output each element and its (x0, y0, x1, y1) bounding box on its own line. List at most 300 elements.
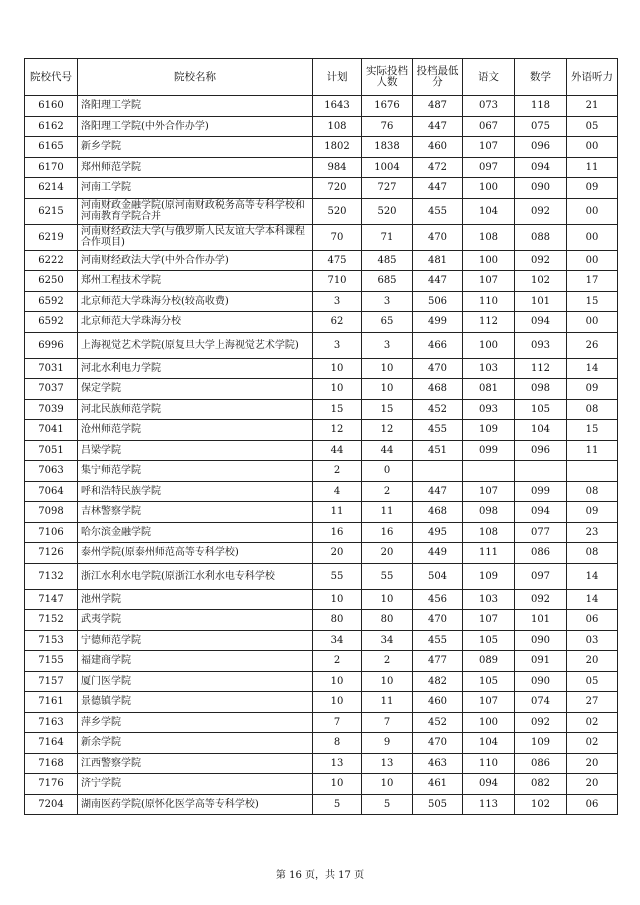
cell-code: 7031 (25, 358, 78, 379)
cell-code: 7155 (25, 651, 78, 672)
cell-actual: 34 (362, 630, 413, 651)
cell-min-score: 477 (413, 651, 463, 672)
cell-math: 091 (515, 651, 567, 672)
cell-listening: 26 (567, 332, 618, 358)
cell-chinese: 100 (463, 712, 515, 733)
cell-name: 宁德师范学院 (78, 630, 313, 651)
table-row (25, 312, 618, 333)
cell-listening: 09 (567, 379, 618, 400)
cell-code: 6996 (25, 332, 78, 358)
cell-plan: 34 (313, 630, 362, 651)
cell-math: 086 (515, 753, 567, 774)
cell-min-score: 455 (413, 420, 463, 441)
cell-code: 6214 (25, 178, 78, 199)
cell-listening: 02 (567, 733, 618, 754)
cell-min-score: 447 (413, 481, 463, 502)
cell-plan: 475 (313, 250, 362, 271)
cell-chinese: 093 (463, 399, 515, 420)
cell-min-score: 470 (413, 610, 463, 631)
cell-code: 7152 (25, 610, 78, 631)
cell-listening: 17 (567, 271, 618, 292)
cell-listening: 05 (567, 671, 618, 692)
cell-name: 河北民族师范学院 (78, 399, 313, 420)
table-row (25, 461, 618, 482)
cell-math: 074 (515, 692, 567, 713)
table-row (25, 563, 618, 589)
cell-name: 河北水利电力学院 (78, 358, 313, 379)
cell-name: 保定学院 (78, 379, 313, 400)
cell-math: 094 (515, 312, 567, 333)
cell-actual: 10 (362, 589, 413, 610)
cell-code: 7168 (25, 753, 78, 774)
cell-listening: 15 (567, 291, 618, 312)
cell-math: 092 (515, 712, 567, 733)
table-row (25, 774, 618, 795)
cell-listening: 08 (567, 399, 618, 420)
cell-name: 洛阳理工学院(中外合作办学) (78, 116, 313, 137)
admission-score-table (24, 58, 618, 815)
cell-math: 097 (515, 563, 567, 589)
table-row (25, 651, 618, 672)
cell-actual: 11 (362, 502, 413, 523)
cell-name: 呼和浩特民族学院 (78, 481, 313, 502)
cell-min-score: 452 (413, 712, 463, 733)
cell-actual: 11 (362, 692, 413, 713)
cell-code: 6165 (25, 137, 78, 158)
cell-math: 104 (515, 420, 567, 441)
cell-name: 湖南医药学院(原怀化医学高等专科学校) (78, 794, 313, 815)
cell-math: 088 (515, 224, 567, 250)
cell-code: 7064 (25, 481, 78, 502)
cell-name: 济宁学院 (78, 774, 313, 795)
cell-listening: 03 (567, 630, 618, 651)
cell-listening: 27 (567, 692, 618, 713)
table-row (25, 291, 618, 312)
cell-min-score: 470 (413, 358, 463, 379)
cell-plan: 1643 (313, 96, 362, 117)
table-row (25, 630, 618, 651)
cell-chinese: 081 (463, 379, 515, 400)
table-row (25, 332, 618, 358)
cell-math: 102 (515, 794, 567, 815)
cell-listening: 00 (567, 198, 618, 224)
cell-plan: 4 (313, 481, 362, 502)
cell-code: 7037 (25, 379, 78, 400)
cell-chinese: 073 (463, 96, 515, 117)
cell-plan: 80 (313, 610, 362, 631)
cell-math: 092 (515, 589, 567, 610)
cell-actual: 55 (362, 563, 413, 589)
cell-plan: 20 (313, 543, 362, 564)
cell-chinese: 109 (463, 563, 515, 589)
cell-actual: 20 (362, 543, 413, 564)
table-row (25, 224, 618, 250)
cell-min-score: 481 (413, 250, 463, 271)
cell-math: 092 (515, 250, 567, 271)
cell-chinese: 103 (463, 589, 515, 610)
cell-code: 6250 (25, 271, 78, 292)
cell-actual: 71 (362, 224, 413, 250)
cell-min-score: 466 (413, 332, 463, 358)
admission-score-table-container (24, 58, 617, 815)
cell-math: 096 (515, 137, 567, 158)
cell-code: 7164 (25, 733, 78, 754)
cell-code: 7157 (25, 671, 78, 692)
cell-listening: 00 (567, 250, 618, 271)
cell-code: 6160 (25, 96, 78, 117)
cell-name: 集宁师范学院 (78, 461, 313, 482)
cell-plan: 11 (313, 502, 362, 523)
cell-listening: 20 (567, 651, 618, 672)
table-row (25, 753, 618, 774)
cell-min-score: 472 (413, 157, 463, 178)
table-row (25, 399, 618, 420)
cell-plan: 10 (313, 379, 362, 400)
cell-actual: 3 (362, 332, 413, 358)
cell-actual: 10 (362, 379, 413, 400)
cell-math: 105 (515, 399, 567, 420)
header-row (25, 59, 618, 96)
cell-min-score: 487 (413, 96, 463, 117)
cell-code: 7153 (25, 630, 78, 651)
table-row (25, 137, 618, 158)
cell-name: 武夷学院 (78, 610, 313, 631)
cell-chinese: 113 (463, 794, 515, 815)
cell-plan: 62 (313, 312, 362, 333)
cell-math: 098 (515, 379, 567, 400)
cell-math: 109 (515, 733, 567, 754)
cell-plan: 10 (313, 774, 362, 795)
cell-math: 090 (515, 671, 567, 692)
cell-code: 6592 (25, 312, 78, 333)
cell-min-score: 470 (413, 224, 463, 250)
cell-listening: 14 (567, 589, 618, 610)
cell-math: 075 (515, 116, 567, 137)
header-chinese: 语文 (463, 59, 515, 96)
cell-plan: 44 (313, 440, 362, 461)
cell-actual: 1004 (362, 157, 413, 178)
cell-math: 092 (515, 198, 567, 224)
cell-chinese: 100 (463, 332, 515, 358)
cell-name: 景德镇学院 (78, 692, 313, 713)
page-footer: 第 16 页，共 17 页 (275, 870, 365, 881)
cell-actual: 1676 (362, 96, 413, 117)
cell-plan: 55 (313, 563, 362, 589)
cell-plan: 108 (313, 116, 362, 137)
table-row (25, 712, 618, 733)
cell-plan: 710 (313, 271, 362, 292)
cell-listening: 00 (567, 312, 618, 333)
cell-chinese: 110 (463, 291, 515, 312)
cell-plan: 3 (313, 332, 362, 358)
header-name: 院校名称 (78, 59, 313, 96)
cell-actual: 10 (362, 358, 413, 379)
cell-name: 河南财经政法大学(中外合作办学) (78, 250, 313, 271)
table-row (25, 198, 618, 224)
cell-chinese: 098 (463, 502, 515, 523)
cell-plan: 520 (313, 198, 362, 224)
cell-math: 096 (515, 440, 567, 461)
cell-min-score: 468 (413, 379, 463, 400)
cell-math (515, 461, 567, 482)
cell-min-score: 455 (413, 630, 463, 651)
cell-code: 6219 (25, 224, 78, 250)
cell-min-score: 505 (413, 794, 463, 815)
cell-chinese: 107 (463, 692, 515, 713)
cell-chinese: 107 (463, 481, 515, 502)
table-row (25, 271, 618, 292)
header-min-score: 投档最低分 (413, 59, 463, 96)
cell-actual: 76 (362, 116, 413, 137)
cell-name: 郑州工程技术学院 (78, 271, 313, 292)
cell-name: 北京师范大学珠海分校(较高收费) (78, 291, 313, 312)
cell-actual: 9 (362, 733, 413, 754)
cell-name: 哈尔滨金融学院 (78, 522, 313, 543)
cell-listening: 20 (567, 774, 618, 795)
table-row (25, 794, 618, 815)
cell-min-score: 463 (413, 753, 463, 774)
cell-plan: 12 (313, 420, 362, 441)
cell-math: 101 (515, 610, 567, 631)
cell-plan: 7 (313, 712, 362, 733)
table-body (25, 96, 618, 815)
cell-chinese: 099 (463, 440, 515, 461)
cell-plan: 70 (313, 224, 362, 250)
cell-plan: 10 (313, 358, 362, 379)
cell-name: 江西警察学院 (78, 753, 313, 774)
cell-min-score: 461 (413, 774, 463, 795)
cell-listening (567, 461, 618, 482)
cell-actual: 485 (362, 250, 413, 271)
table-row (25, 502, 618, 523)
table-row (25, 420, 618, 441)
header-listening: 外语听力 (567, 59, 618, 96)
table-row (25, 116, 618, 137)
cell-min-score: 482 (413, 671, 463, 692)
cell-plan: 16 (313, 522, 362, 543)
cell-plan: 8 (313, 733, 362, 754)
cell-actual: 15 (362, 399, 413, 420)
cell-plan: 15 (313, 399, 362, 420)
cell-min-score: 449 (413, 543, 463, 564)
table-row (25, 692, 618, 713)
cell-code: 6592 (25, 291, 78, 312)
cell-listening: 08 (567, 481, 618, 502)
cell-min-score: 495 (413, 522, 463, 543)
cell-math: 082 (515, 774, 567, 795)
cell-listening: 20 (567, 753, 618, 774)
cell-name: 新余学院 (78, 733, 313, 754)
header-math: 数学 (515, 59, 567, 96)
cell-name: 浙江水利水电学院(原浙江水利水电专科学校 (78, 563, 313, 589)
cell-plan: 5 (313, 794, 362, 815)
cell-code: 7163 (25, 712, 78, 733)
cell-chinese: 097 (463, 157, 515, 178)
cell-code: 7098 (25, 502, 78, 523)
table-row (25, 178, 618, 199)
cell-plan: 2 (313, 651, 362, 672)
header-actual: 实际投档人数 (362, 59, 413, 96)
cell-chinese: 105 (463, 630, 515, 651)
cell-name: 河南财经政法大学(与俄罗斯人民友谊大学本科课程合作项目) (78, 224, 313, 250)
table-row (25, 96, 618, 117)
cell-chinese: 110 (463, 753, 515, 774)
cell-actual: 44 (362, 440, 413, 461)
cell-actual: 65 (362, 312, 413, 333)
cell-actual: 685 (362, 271, 413, 292)
cell-math: 077 (515, 522, 567, 543)
table-row (25, 440, 618, 461)
cell-min-score: 506 (413, 291, 463, 312)
cell-actual: 2 (362, 481, 413, 502)
cell-chinese: 108 (463, 224, 515, 250)
cell-code: 7204 (25, 794, 78, 815)
cell-name: 泰州学院(原泰州师范高等专科学校) (78, 543, 313, 564)
cell-listening: 11 (567, 440, 618, 461)
cell-actual: 16 (362, 522, 413, 543)
cell-name: 北京师范大学珠海分校 (78, 312, 313, 333)
cell-name: 河南工学院 (78, 178, 313, 199)
cell-math: 090 (515, 630, 567, 651)
cell-listening: 05 (567, 116, 618, 137)
cell-math: 118 (515, 96, 567, 117)
cell-min-score: 460 (413, 692, 463, 713)
cell-code: 7063 (25, 461, 78, 482)
cell-chinese: 094 (463, 774, 515, 795)
table-row (25, 733, 618, 754)
cell-name: 福建商学院 (78, 651, 313, 672)
table-row (25, 358, 618, 379)
table-row (25, 589, 618, 610)
cell-chinese: 109 (463, 420, 515, 441)
cell-min-score: 499 (413, 312, 463, 333)
cell-code: 7106 (25, 522, 78, 543)
cell-code: 7132 (25, 563, 78, 589)
cell-listening: 06 (567, 610, 618, 631)
cell-name: 吕梁学院 (78, 440, 313, 461)
cell-math: 102 (515, 271, 567, 292)
cell-chinese: 089 (463, 651, 515, 672)
cell-min-score: 460 (413, 137, 463, 158)
cell-chinese: 111 (463, 543, 515, 564)
cell-chinese: 108 (463, 522, 515, 543)
table-row (25, 481, 618, 502)
cell-actual: 5 (362, 794, 413, 815)
cell-chinese (463, 461, 515, 482)
cell-listening: 11 (567, 157, 618, 178)
cell-plan: 1802 (313, 137, 362, 158)
table-row (25, 610, 618, 631)
cell-plan: 2 (313, 461, 362, 482)
cell-name: 萍乡学院 (78, 712, 313, 733)
cell-math: 090 (515, 178, 567, 199)
cell-min-score: 451 (413, 440, 463, 461)
cell-chinese: 103 (463, 358, 515, 379)
cell-listening: 09 (567, 178, 618, 199)
cell-math: 086 (515, 543, 567, 564)
cell-code: 7051 (25, 440, 78, 461)
cell-code: 6162 (25, 116, 78, 137)
cell-name: 沧州师范学院 (78, 420, 313, 441)
cell-min-score: 452 (413, 399, 463, 420)
cell-math: 093 (515, 332, 567, 358)
cell-plan: 10 (313, 589, 362, 610)
cell-plan: 13 (313, 753, 362, 774)
cell-chinese: 112 (463, 312, 515, 333)
cell-plan: 720 (313, 178, 362, 199)
cell-listening: 09 (567, 502, 618, 523)
cell-min-score: 468 (413, 502, 463, 523)
cell-min-score: 470 (413, 733, 463, 754)
cell-code: 7176 (25, 774, 78, 795)
table-row (25, 522, 618, 543)
cell-actual: 7 (362, 712, 413, 733)
cell-min-score: 504 (413, 563, 463, 589)
cell-actual: 13 (362, 753, 413, 774)
cell-actual: 3 (362, 291, 413, 312)
cell-plan: 984 (313, 157, 362, 178)
table-row (25, 250, 618, 271)
cell-actual: 1838 (362, 137, 413, 158)
cell-name: 厦门医学院 (78, 671, 313, 692)
cell-listening: 15 (567, 420, 618, 441)
cell-plan: 10 (313, 692, 362, 713)
cell-math: 112 (515, 358, 567, 379)
cell-chinese: 100 (463, 250, 515, 271)
cell-math: 094 (515, 157, 567, 178)
cell-listening: 02 (567, 712, 618, 733)
cell-name: 洛阳理工学院 (78, 96, 313, 117)
table-row (25, 157, 618, 178)
cell-plan: 3 (313, 291, 362, 312)
cell-code: 6170 (25, 157, 78, 178)
cell-min-score: 456 (413, 589, 463, 610)
cell-name: 郑州师范学院 (78, 157, 313, 178)
cell-min-score: 447 (413, 271, 463, 292)
cell-actual: 2 (362, 651, 413, 672)
cell-actual: 80 (362, 610, 413, 631)
cell-listening: 06 (567, 794, 618, 815)
cell-plan: 10 (313, 671, 362, 692)
cell-code: 6215 (25, 198, 78, 224)
cell-chinese: 107 (463, 610, 515, 631)
cell-name: 吉林警察学院 (78, 502, 313, 523)
cell-actual: 12 (362, 420, 413, 441)
cell-code: 7126 (25, 543, 78, 564)
cell-chinese: 104 (463, 733, 515, 754)
header-code: 院校代号 (25, 59, 78, 96)
cell-actual: 520 (362, 198, 413, 224)
cell-code: 6222 (25, 250, 78, 271)
cell-listening: 00 (567, 224, 618, 250)
cell-min-score: 447 (413, 178, 463, 199)
cell-chinese: 107 (463, 137, 515, 158)
header-plan: 计划 (313, 59, 362, 96)
cell-math: 101 (515, 291, 567, 312)
table-row (25, 543, 618, 564)
cell-math: 099 (515, 481, 567, 502)
cell-actual: 10 (362, 774, 413, 795)
table-row (25, 671, 618, 692)
cell-code: 7039 (25, 399, 78, 420)
cell-code: 7041 (25, 420, 78, 441)
cell-chinese: 100 (463, 178, 515, 199)
cell-listening: 23 (567, 522, 618, 543)
cell-chinese: 107 (463, 271, 515, 292)
table-row (25, 379, 618, 400)
cell-name: 池州学院 (78, 589, 313, 610)
cell-listening: 08 (567, 543, 618, 564)
